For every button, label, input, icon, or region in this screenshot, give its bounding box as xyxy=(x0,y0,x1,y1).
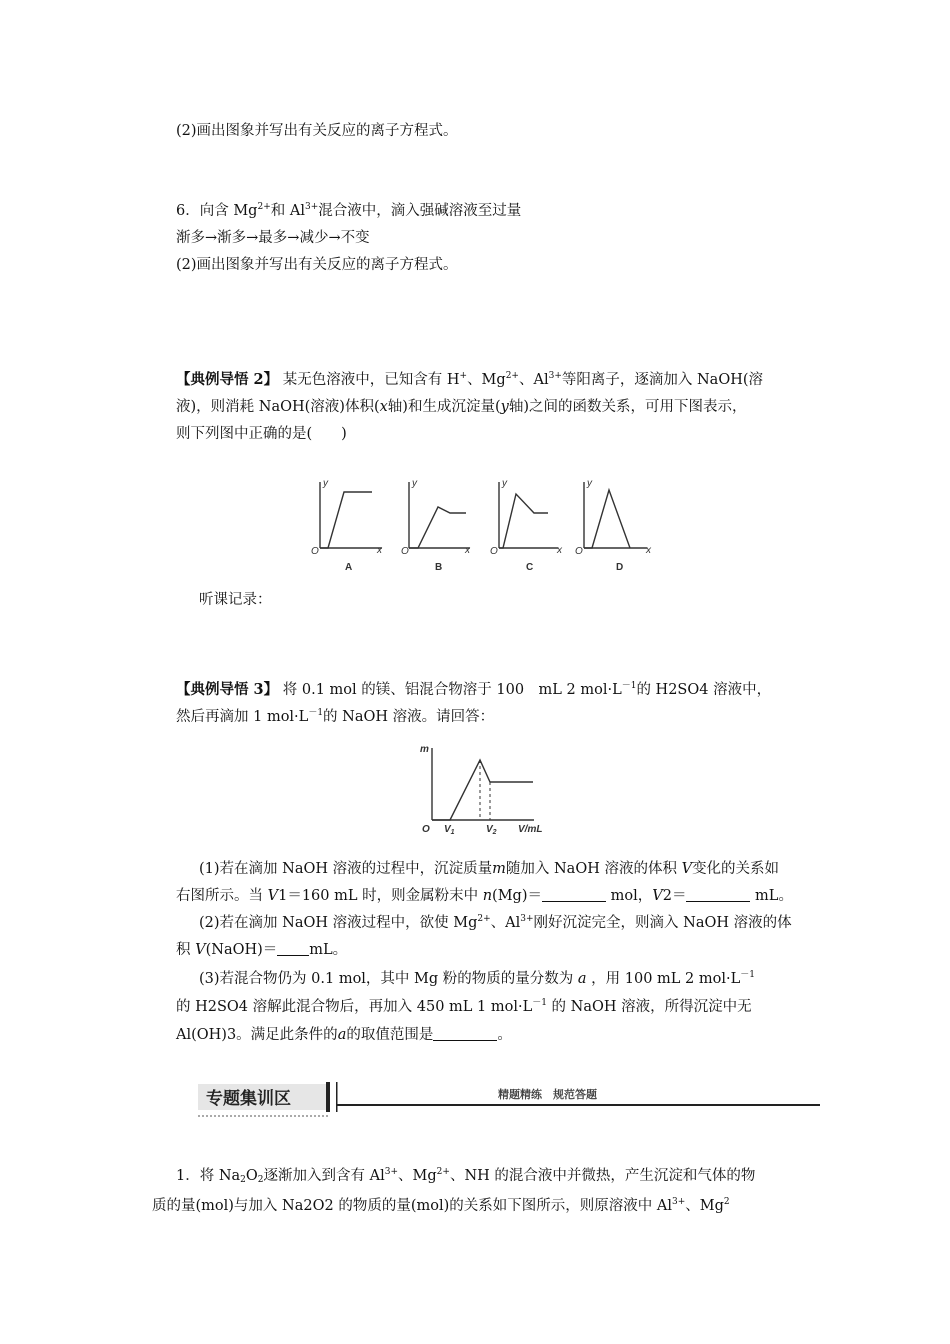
blank-vnaoh[interactable] xyxy=(277,941,309,956)
graph-b-label: B xyxy=(435,562,443,573)
graph-a xyxy=(320,482,382,548)
ex2-graphs xyxy=(300,472,670,576)
ex3-graph-x: V/mL xyxy=(518,824,543,835)
graph-a-label: A xyxy=(345,562,353,573)
graph-c-label: C xyxy=(526,562,534,573)
ex3-line2: 然后再滴加 1 $mol\cdot L^{-1}$的 NaOH 溶液。请回答： xyxy=(176,708,495,725)
graph-c-y: y xyxy=(502,478,507,489)
blank-mg[interactable] xyxy=(542,887,606,902)
ex3-p2-line1: (2)若在滴加 NaOH 溶液过程中，欲使 $Mg^{2+}$、$Al^{3+}$刚好沉淀完全，则滴入 NaOH 溶液的体 xyxy=(199,914,792,931)
ex3-p3-line2: 的 H2SO4 溶解此混合物后，再加入 450 mL 1 $mol\cdot L^{-1}$ 的 NaOH 溶液，所得沉淀中无 xyxy=(176,998,752,1015)
ex3-graph-m: m xyxy=(420,744,429,755)
graph-b-y: y xyxy=(412,478,417,489)
ex3-p2-line2: 积 V(NaOH)＝ mL。 xyxy=(176,942,348,958)
ex3-graph xyxy=(418,738,558,838)
graph-c-origin: O xyxy=(490,546,498,557)
graph-d-y: y xyxy=(587,478,592,489)
ex3-p3-line1: (3)若混合物仍为 0.1 mol，其中 Mg 粉的物质的量分数为 a ，用 100 mL 2 $mol\cdot L^{-1}$ xyxy=(199,970,755,987)
graph-d-label: D xyxy=(616,562,624,573)
graph-b-x: x xyxy=(465,545,470,556)
ex3-p1-line1: (1)若在滴加 NaOH 溶液的过程中，沉淀质量m随加入 NaOH 溶液的体积 V变化的关系如 xyxy=(199,861,780,877)
graph-c-x: x xyxy=(557,545,562,556)
banner-subtitle: 精题精练 规范答题 xyxy=(498,1089,597,1101)
section-banner xyxy=(198,1082,820,1122)
graph-b-origin: O xyxy=(401,546,409,557)
q5-line2: (2)画出图象并写出有关反应的离子方程式。 xyxy=(176,123,458,139)
q6-title: 6．向含 $Mg^{2+}$和 $Al^{3+}$混合液中，滴入强碱溶液至过量 xyxy=(176,202,522,219)
q6-trend: 渐多→渐多→最多→减少→不变 xyxy=(176,230,370,246)
banner-title: 专题集训区 xyxy=(206,1089,291,1108)
graph-c xyxy=(499,482,558,548)
ex3-graph-origin: O xyxy=(422,824,430,835)
q1-line1: 1．将 $Na_2O_2$逐渐加入到含有 $Al^{3+}$、$Mg^{2+}$、NH 的混合液中并微热，产生沉淀和气体的物 xyxy=(176,1167,756,1185)
graph-a-y: y xyxy=(323,478,328,489)
ex2-line3: 则下列图中正确的是( ) xyxy=(176,426,347,442)
ex2-line1: 【典例导悟 2】 某无色溶液中，已知含有 H+、$Mg^{2+}$、$Al^{3+}$等阳离子，逐滴加入 NaOH(溶 xyxy=(176,371,764,388)
ex2-notes: 听课记录： xyxy=(199,592,272,608)
ex3-p3-line3: Al(OH)3。满足此条件的a的取值范围是 。 xyxy=(176,1027,512,1043)
q1-line2: 质的量(mol)与加入 Na2O2 的物质的量(mol)的关系如下图所示，则原溶液中 $Al^{3+}$、Mg$^2$ xyxy=(152,1197,730,1214)
graph-a-x: x xyxy=(377,545,382,556)
blank-a-range[interactable] xyxy=(433,1026,497,1041)
graph-d xyxy=(584,482,647,548)
ex3-line1: 【典例导悟 3】 将 0.1 mol 的镁、铝混合物溶于 100 mL 2 $mol\cdot L^{-1}$的 H2SO4 溶液中， xyxy=(176,681,772,698)
q6-line2: (2)画出图象并写出有关反应的离子方程式。 xyxy=(176,257,458,273)
ex3-p1-line2: 右图所示。当 V1＝160 mL 时，则金属粉末中 n(Mg)＝ mol，V2＝ mL。 xyxy=(176,888,793,904)
ex3-graph-v1: $V_1$ xyxy=(444,824,455,836)
blank-v2[interactable] xyxy=(686,887,750,902)
graph-d-x: x xyxy=(646,545,651,556)
ex3-graph-v2: $V_2$ xyxy=(486,824,497,836)
ex2-line2: 液)，则消耗 NaOH(溶液)体积(x轴)和生成沉淀量(y轴)之间的函数关系，可用下图表示， xyxy=(176,399,747,415)
graph-a-origin: O xyxy=(311,546,319,557)
graph-d-origin: O xyxy=(575,546,583,557)
graph-b xyxy=(409,482,470,548)
